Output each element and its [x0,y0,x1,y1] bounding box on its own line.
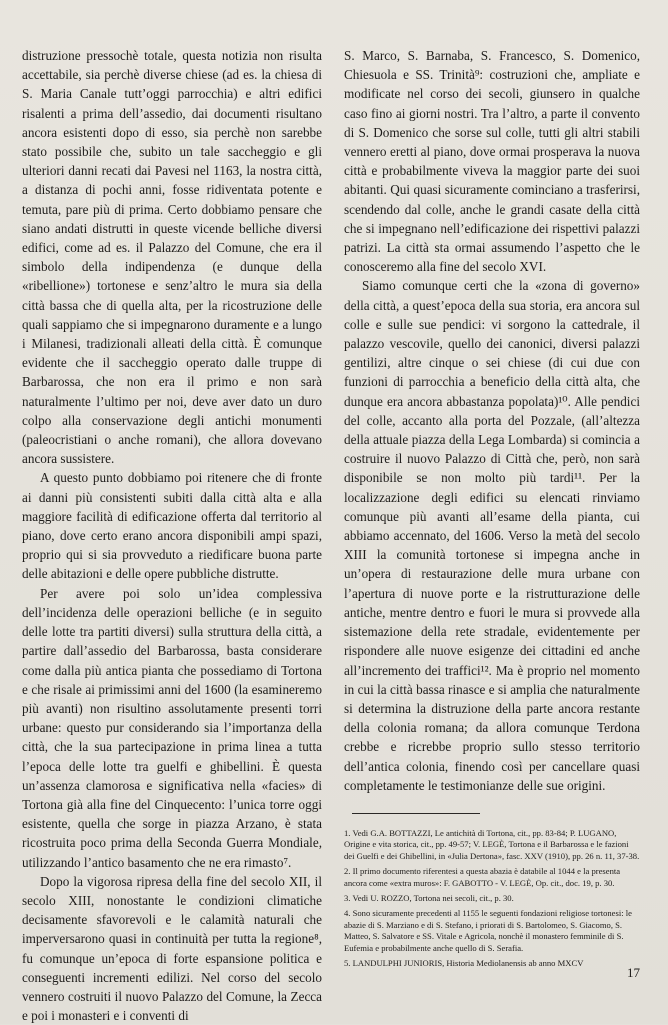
paragraph: Per avere poi solo un’idea complessiva dell’incidenza delle operazioni belliche (e in seguito delle lotte tra partiti diversi) sulla struttura della città, a partire dall’assedio del Barbarossa, basta considerare come dalla più antica pianta che possediamo di Tortona e che risale ai primissimi anni del 1600 (la esamineremo più avanti) non risultino assolutamente presenti torri urbane: questo pur considerando sia l’importanza della città, che la sua partecipazione in prima linea a tutta l’epoca delle lotte tra guelfi e ghibellini. È questa un’assenza clamorosa e significativa nella «facies» di Tortona già alla fine del Cinquecento: l’unica torre oggi esistente, quella che sorge in piazza Arzano, è stata ricostruita poco prima della Seconda Guerra Mondiale, utilizzando l’antico basamento che ne era rimasto⁷. [22,585,322,870]
paragraph: Dopo la vigorosa ripresa della fine del secolo XII, il secolo XIII, nonostante le condizioni climatiche decisamente sfavorevoli e le calamità naturali che imperversarono quasi in continuità per tutta la regione⁸, fu comunque un’epoca di forte espansione politica e conseguenti incrementi edilizi. Nel corso del secolo vennero costruiti il nuovo Palazzo del Comune, la Zecca e poi i monasteri e i conventi di [22,873,322,1024]
footnote: 1. Vedi G.A. BOTTAZZI, Le antichità di Tortona, cit., pp. 83-84; P. LUGANO, Origine e vita storica, cit., pp. 49-57; V. LEGÈ, Tortona e il Barbarossa e le fazioni dei Guelfi e dei Ghibellini, in «Julia Dertona», fasc. XXV (1910), pp. 26 n. 11, 37-38. [344,827,640,861]
page-number: 17 [627,965,640,980]
paragraph: A questo punto dobbiamo poi ritenere che di fronte ai danni più consistenti subiti dalla città alta e alla maggiore facilità di edificazione offerta dal territorio al piano, dove certo erano ancora disponibili ampi spazi, proprio qui si sia provveduto a riedificare buona parte delle abitazioni e delle opere pubbliche distrutte. [22,470,322,582]
right-column [344,46,640,973]
footnote: 5. LANDULPHI JUNIORIS, Historia Mediolanensis ab anno MXCV [344,957,584,968]
left-column [22,46,322,1025]
footnote-separator [352,813,480,814]
paragraph: Siamo comunque certi che la «zona di governo» della città, a quest’epoca della sua storia, era ancora sul colle e sulle sue pendici: vi sorgono la cattedrale, il palazzo vescovile, quello dei canonici, diversi palazzi gentilizi, altre cinque o sei chiese (di cui due con funzioni di parrocchia a beneficio della città alta, che dunque era ancora abbastanza popolata)¹⁰. Alle pendici del colle, accanto alla porta del Pozzale, (all’altezza della attuale piazza della Lega Lombarda) si comincia a costruire il nuovo Palazzo di Città che, però, non sarà disponibile se non molto più tardi¹¹. Per la localizzazione degli edifici su elencati rinviamo comunque più avanti all’esame della pianta, cui abbiamo accennato, del 1606. Verso la metà del secolo XIII la comunità tortonese si impegna anche in un’opera di restaurazione delle mura urbane con l’apertura di nuove porte e la ristrutturazione delle antiche, mentre dentro e fuori le mura si provvede alla sistemazione della rete stradale, evidentemente per rispondere alle nuove esigenze dei cittadini ed anche all’incremento dei traffici¹². Ma è proprio nel momento in cui la città bassa rinasce e si amplia che naturalmente si determina la distruzione della parte ancora restante della colonia romana; da allora comunque Terdona crebbe e ricrebbe proprio sullo stesso territorio dell’antica colonia, finendo così per cancellare quasi completamente le testimonianze delle sue origini. [344,278,640,793]
paragraph: distruzione pressochè totale, questa notizia non risulta accettabile, sia perchè diverse chiese (ad es. la chiesa di S. Maria Canale tutt’oggi parrocchia) e altri edifici risalenti a prima dell’assedio, dai documenti risultano ancora esistenti dopo di esso, sia perchè non sarebbe stato possibile che, subito un tale saccheggio e gli ulteriori danni recati dai Pavesi nel 1163, la nostra città, a distanza di pochi anni, fosse ridiventata potente e temuta, pare più di prima. Certo dobbiamo pensare che siano andati distrutti in queste vicende belliche diversi edifici, come ad es. il Palazzo del Comune, che era il simbolo della indipendenza (e dunque della «ribellione») tortonese e senz’altro le mura sia della città bassa che di quella alta, per la ricostruzione delle quali sappiamo che si impegnarono duramente e a lungo i Milanesi, tradizionali alleati della città. È comunque evidente che il saccheggio operato dalle truppe di Barbarossa, che non era il primo e non sarà naturalmente l’ultimo per noi, deve aver dato un duro colpo alla conservazione degli antichi monumenti (paleocristiani o anche romani), che allora dovevano ancora sussistere. [22,48,322,467]
footnote: 2. Il primo documento riferentesi a questa abazia è databile al 1044 e la presenta ancora come «extra muros»: F. GABOTTO - V. LEGÈ, Op. cit., doc. 19, p. 30. [344,866,621,888]
footnote: 4. Sono sicuramente precedenti al 1155 le seguenti fondazioni religiose tortonesi: le abazie di S. Marziano e di S. Stefano, i priorati di S. Bartolomeo, S. Giacomo, S. Matteo, S. Salvatore e SS. Vitale e Agricola, nonchè il monastero femminile di S. Eufemia e probabilmente anche quello di S. Serafia. [344,908,632,953]
right-body [344,46,640,795]
footnote: 3. Vedi U. ROZZO, Tortona nei secoli, cit., p. 30. [344,892,514,903]
paragraph: S. Marco, S. Barnaba, S. Francesco, S. Domenico, Chiesuola e SS. Trinità⁹: costruzioni che, ampliate e modificate nel corso dei secoli, giunsero in qualche caso fino ai giorni nostri. Tra l’altro, a parte il convento di S. Domenico che sorse sul colle, tutti gli altri stabili vennero eretti al piano, dove ormai prosperava la nuova città e probabilmente viveva la maggior parte dei suoi abitanti. Qui quasi sicuramente cominciano a trasferirsi, scendendo dal colle, anche le grandi casate della città che si impegnano nell’edificazione dei rispettivi palazzi patrizi. La città sta ormai assumendo l’aspetto che le conosceremo alla fine del secolo XVI. [344,48,640,275]
footnotes [344,828,640,969]
